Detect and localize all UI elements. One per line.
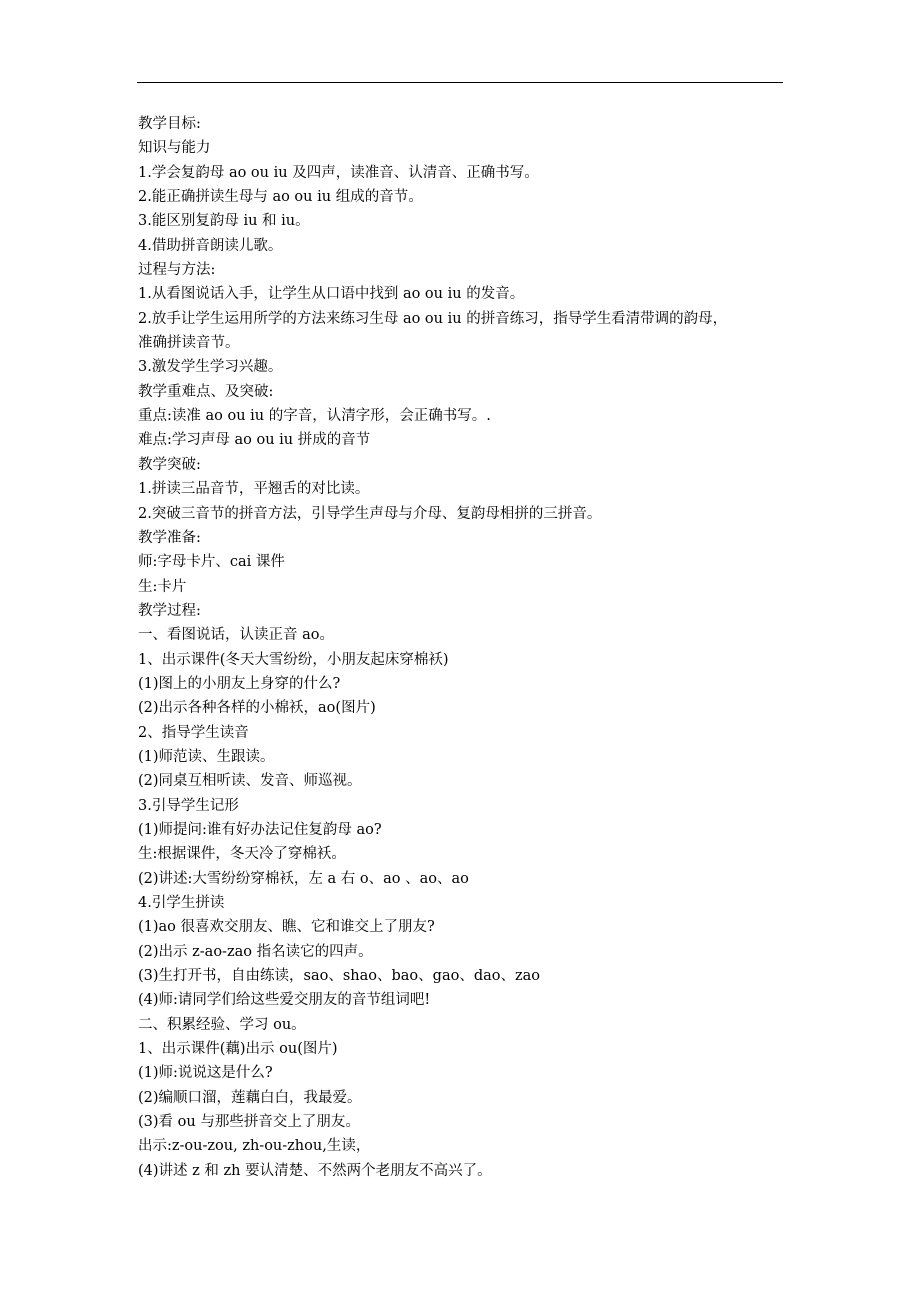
- text-line: (4)师:请同学们给这些爱交朋友的音节组词吧!: [138, 992, 431, 1009]
- text-line: 教学准备:: [138, 529, 201, 546]
- text-line: 教学过程:: [138, 602, 201, 619]
- text-line: (3)生打开书，自由练读，sao、shao、bao、gao、dao、zao: [138, 968, 540, 985]
- text-line: 1、出示课件(冬天大雪纷纷，小朋友起床穿棉袄): [138, 651, 449, 668]
- text-line: 过程与方法:: [138, 262, 216, 279]
- text-line: 教学重难点、及突破:: [138, 383, 274, 400]
- text-line: 准确拼读音节。: [138, 335, 240, 352]
- text-line: (1)师范读、生跟读。: [138, 748, 275, 765]
- text-line: 二、积累经验、学习 ou。: [138, 1016, 306, 1033]
- text-line: 出示:z-ou-zou, zh-ou-zhou,生读，: [138, 1138, 371, 1155]
- text-line: 知识与能力: [138, 140, 211, 157]
- text-line: 2、指导学生读音: [138, 724, 249, 741]
- document-body: [138, 112, 788, 1183]
- text-line: 1.拼读三品音节，平翘舌的对比读。: [138, 481, 370, 498]
- text-line: 难点:学习声母 ao ou iu 拼成的音节: [138, 432, 371, 449]
- text-line: 3.激发学生学习兴趣。: [138, 359, 283, 376]
- text-line: (2)讲述:大雪纷纷穿棉袄，左 a 右 o、ao 、ao、ao: [138, 870, 469, 887]
- text-line: (2)出示各种各样的小棉袄，ao(图片): [138, 700, 376, 717]
- text-line: 3.引导学生记形: [138, 797, 239, 814]
- text-line: (1)师:说说这是什么?: [138, 1065, 273, 1082]
- text-line: (3)看 ou 与那些拼音交上了朋友。: [138, 1114, 360, 1131]
- header-rule: [137, 82, 783, 83]
- text-line: 生:根据课件，冬天冷了穿棉袄。: [138, 846, 346, 863]
- text-line: 2.放手让学生运用所学的方法来练习生母 ao ou iu 的拼音练习，指导学生看清带调的韵母，: [138, 310, 728, 327]
- text-line: (2)同桌互相听读、发音、师巡视。: [138, 773, 362, 790]
- text-line: 一、看图说话，认读正音 ao。: [138, 627, 334, 644]
- text-line: (4)讲述 z 和 zh 要认清楚、不然两个老朋友不高兴了。: [138, 1162, 492, 1179]
- text-line: (1)师提问:谁有好办法记住复韵母 ao?: [138, 821, 382, 838]
- text-line: 4.引学生拼读: [138, 895, 225, 911]
- text-line: 1.学会复韵母 ao ou iu 及四声，读准音、认清音、正确书写。: [138, 164, 539, 181]
- text-line: (1)图上的小朋友上身穿的什么?: [138, 675, 341, 692]
- text-line: 1、出示课件(藕)出示 ou(图片): [138, 1041, 338, 1058]
- text-line: 重点:读准 ao ou iu 的字音，认清字形，会正确书写。.: [138, 408, 491, 425]
- text-line: 4.借助拼音朗读儿歌。: [138, 237, 283, 254]
- text-line: 3.能区别复韵母 iu 和 iu。: [138, 213, 310, 230]
- text-line: (2)编顺口溜，莲藕白白，我最爱。: [138, 1089, 362, 1106]
- text-line: 教学突破:: [138, 456, 201, 473]
- text-line: 2.突破三音节的拼音方法，引导学生声母与介母、复韵母相拼的三拼音。: [138, 505, 602, 522]
- text-line: (2)出示 z-ao-zao 指名读它的四声。: [138, 943, 373, 960]
- text-line: 2.能正确拼读生母与 ao ou iu 组成的音节。: [138, 189, 423, 206]
- text-line: 教学目标:: [138, 116, 201, 132]
- text-line: (1)ao 很喜欢交朋友、瞧、它和谁交上了朋友?: [138, 919, 435, 936]
- text-line: 生:卡片: [138, 578, 187, 595]
- text-line: 师:字母卡片、cai 课件: [138, 554, 285, 571]
- text-line: 1.从看图说话入手，让学生从口语中找到 ao ou iu 的发音。: [138, 286, 525, 303]
